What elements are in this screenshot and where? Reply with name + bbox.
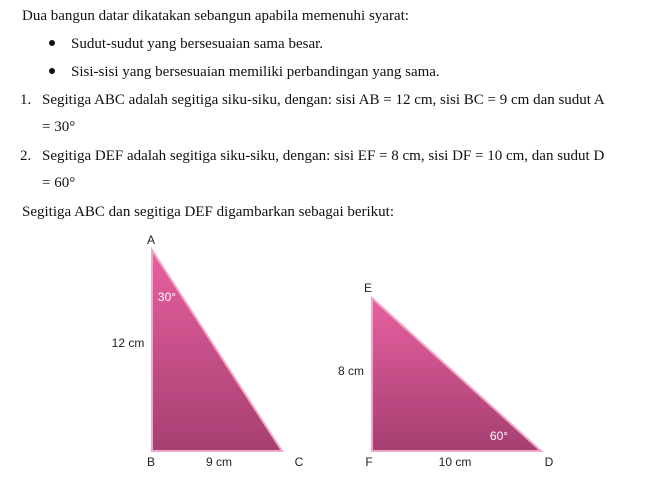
side-bc-label: 9 cm [205,455,233,469]
vertex-b-label: B [146,455,156,469]
item-1-number: 1. [20,92,32,108]
item-1-line1: Segitiga ABC adalah segitiga siku-siku, dengan: sisi AB = 12 cm, sisi BC = 9 cm dan sudut A [42,92,605,108]
intro-text: Dua bangun datar dikatakan sebangun apabila memenuhi syarat: [22,8,409,24]
item-1-line2: = 30° [42,119,76,135]
vertex-c-label: C [294,455,304,469]
triangle-abc [152,250,282,451]
angle-a-label: 30° [157,290,177,304]
triangle-def [372,298,541,451]
vertex-a-label: A [146,233,156,247]
item-2-line1: Segitiga DEF adalah segitiga siku-siku, dengan: sisi EF = 8 cm, sisi DF = 10 cm, dan sudut D [42,148,605,164]
item-2-number: 2. [20,148,32,164]
vertex-f-label: F [365,455,373,469]
bullet-item-1: Sudut-sudut yang bersesuaian sama besar. [71,36,324,52]
side-fd-label: 10 cm [438,455,472,469]
side-ab-label: 12 cm [111,336,145,350]
vertex-e-label: E [363,281,373,295]
item-2-line2: = 60° [42,175,76,191]
figure-caption: Segitiga ABC dan segitiga DEF digambarkan sebagai berikut: [22,204,395,220]
side-ef-label: 8 cm [337,364,365,378]
vertex-d-label: D [544,455,554,469]
angle-d-label: 60° [489,429,509,443]
bullet-item-2: Sisi-sisi yang bersesuaian memiliki perbandingan yang sama. [71,64,440,80]
